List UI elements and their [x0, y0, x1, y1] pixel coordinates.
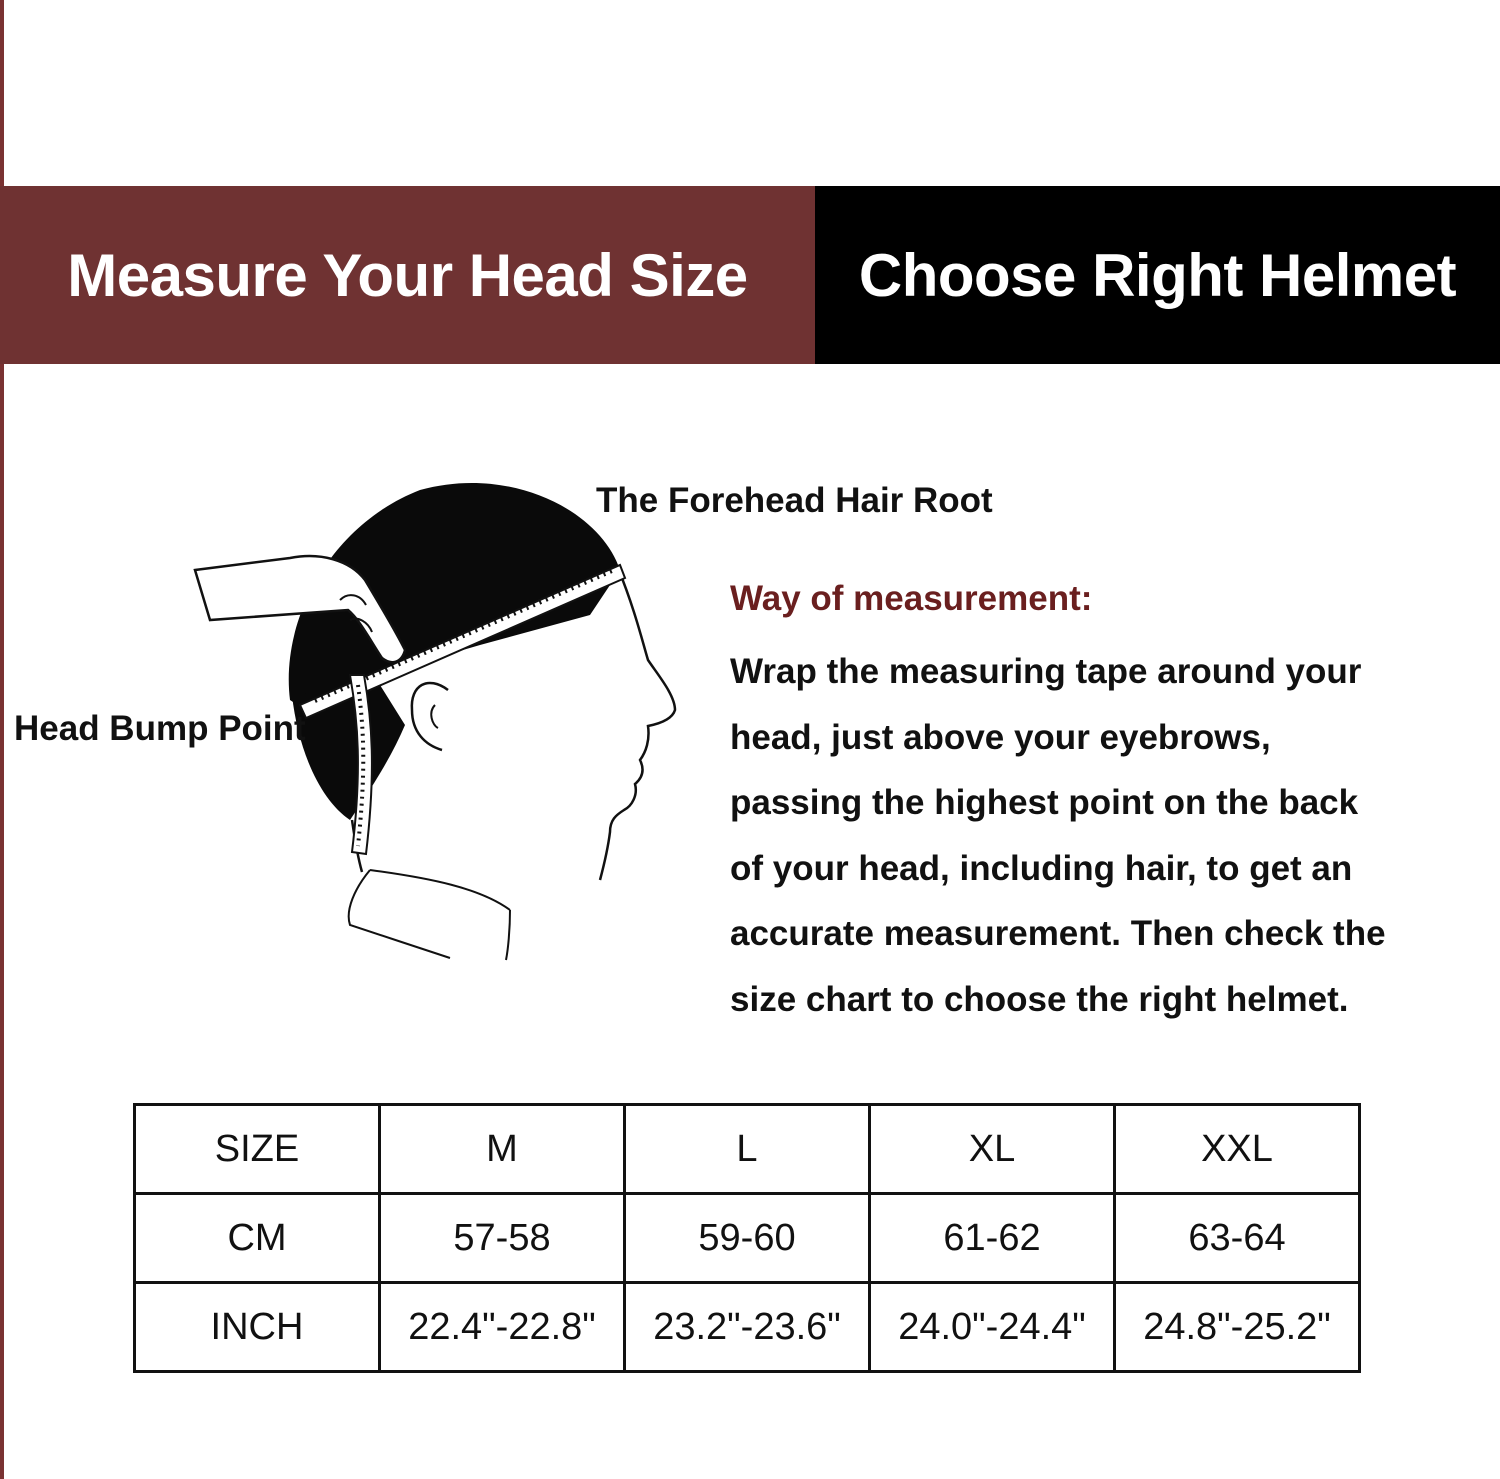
- table-cell: 23.2"-23.6": [625, 1283, 870, 1372]
- instruction-line: passing the highest point on the back: [730, 783, 1359, 823]
- size-chart-inch-row: [135, 1283, 1360, 1372]
- table-cell: 24.0"-24.4": [870, 1283, 1115, 1372]
- head-silhouette-icon: [289, 483, 675, 960]
- table-cell: 24.8"-25.2": [1115, 1283, 1360, 1372]
- table-cell: 57-58: [380, 1194, 625, 1283]
- table-cell: 59-60: [625, 1194, 870, 1283]
- size-chart-cm-row: [135, 1194, 1360, 1283]
- instruction-line: head, just above your eyebrows,: [730, 717, 1271, 757]
- instruction-line: of your head, including hair, to get an: [730, 848, 1353, 888]
- instructions-heading: Way of measurement:: [730, 579, 1093, 618]
- head-bump-point-label: Head Bump Point: [14, 709, 306, 748]
- banner-choose: [815, 186, 1500, 364]
- size-header-cell: M: [380, 1105, 625, 1194]
- instruction-line: Wrap the measuring tape around your: [730, 652, 1362, 691]
- size-chart-table: [133, 1103, 1361, 1373]
- forehead-hair-root-label: The Forehead Hair Root: [596, 481, 993, 520]
- table-cell: CM: [135, 1194, 380, 1283]
- table-cell: 22.4"-22.8": [380, 1283, 625, 1372]
- banner-measure-title: Measure Your Head Size: [67, 241, 748, 309]
- banner-choose-title: Choose Right Helmet: [858, 241, 1457, 309]
- table-cell: 61-62: [870, 1194, 1115, 1283]
- size-header-cell: XXL: [1115, 1105, 1360, 1194]
- table-cell: INCH: [135, 1283, 380, 1372]
- measurement-instructions: [730, 574, 1450, 1033]
- banner-measure: [0, 186, 815, 364]
- instruction-line: accurate measurement. Then check the: [730, 914, 1386, 954]
- table-cell: 63-64: [1115, 1194, 1360, 1283]
- size-header-cell: XL: [870, 1105, 1115, 1194]
- size-header-cell: SIZE: [135, 1105, 380, 1194]
- size-header-cell: L: [625, 1105, 870, 1194]
- instruction-line: size chart to choose the right helmet.: [730, 979, 1349, 1019]
- size-chart-header-row: [135, 1105, 1360, 1194]
